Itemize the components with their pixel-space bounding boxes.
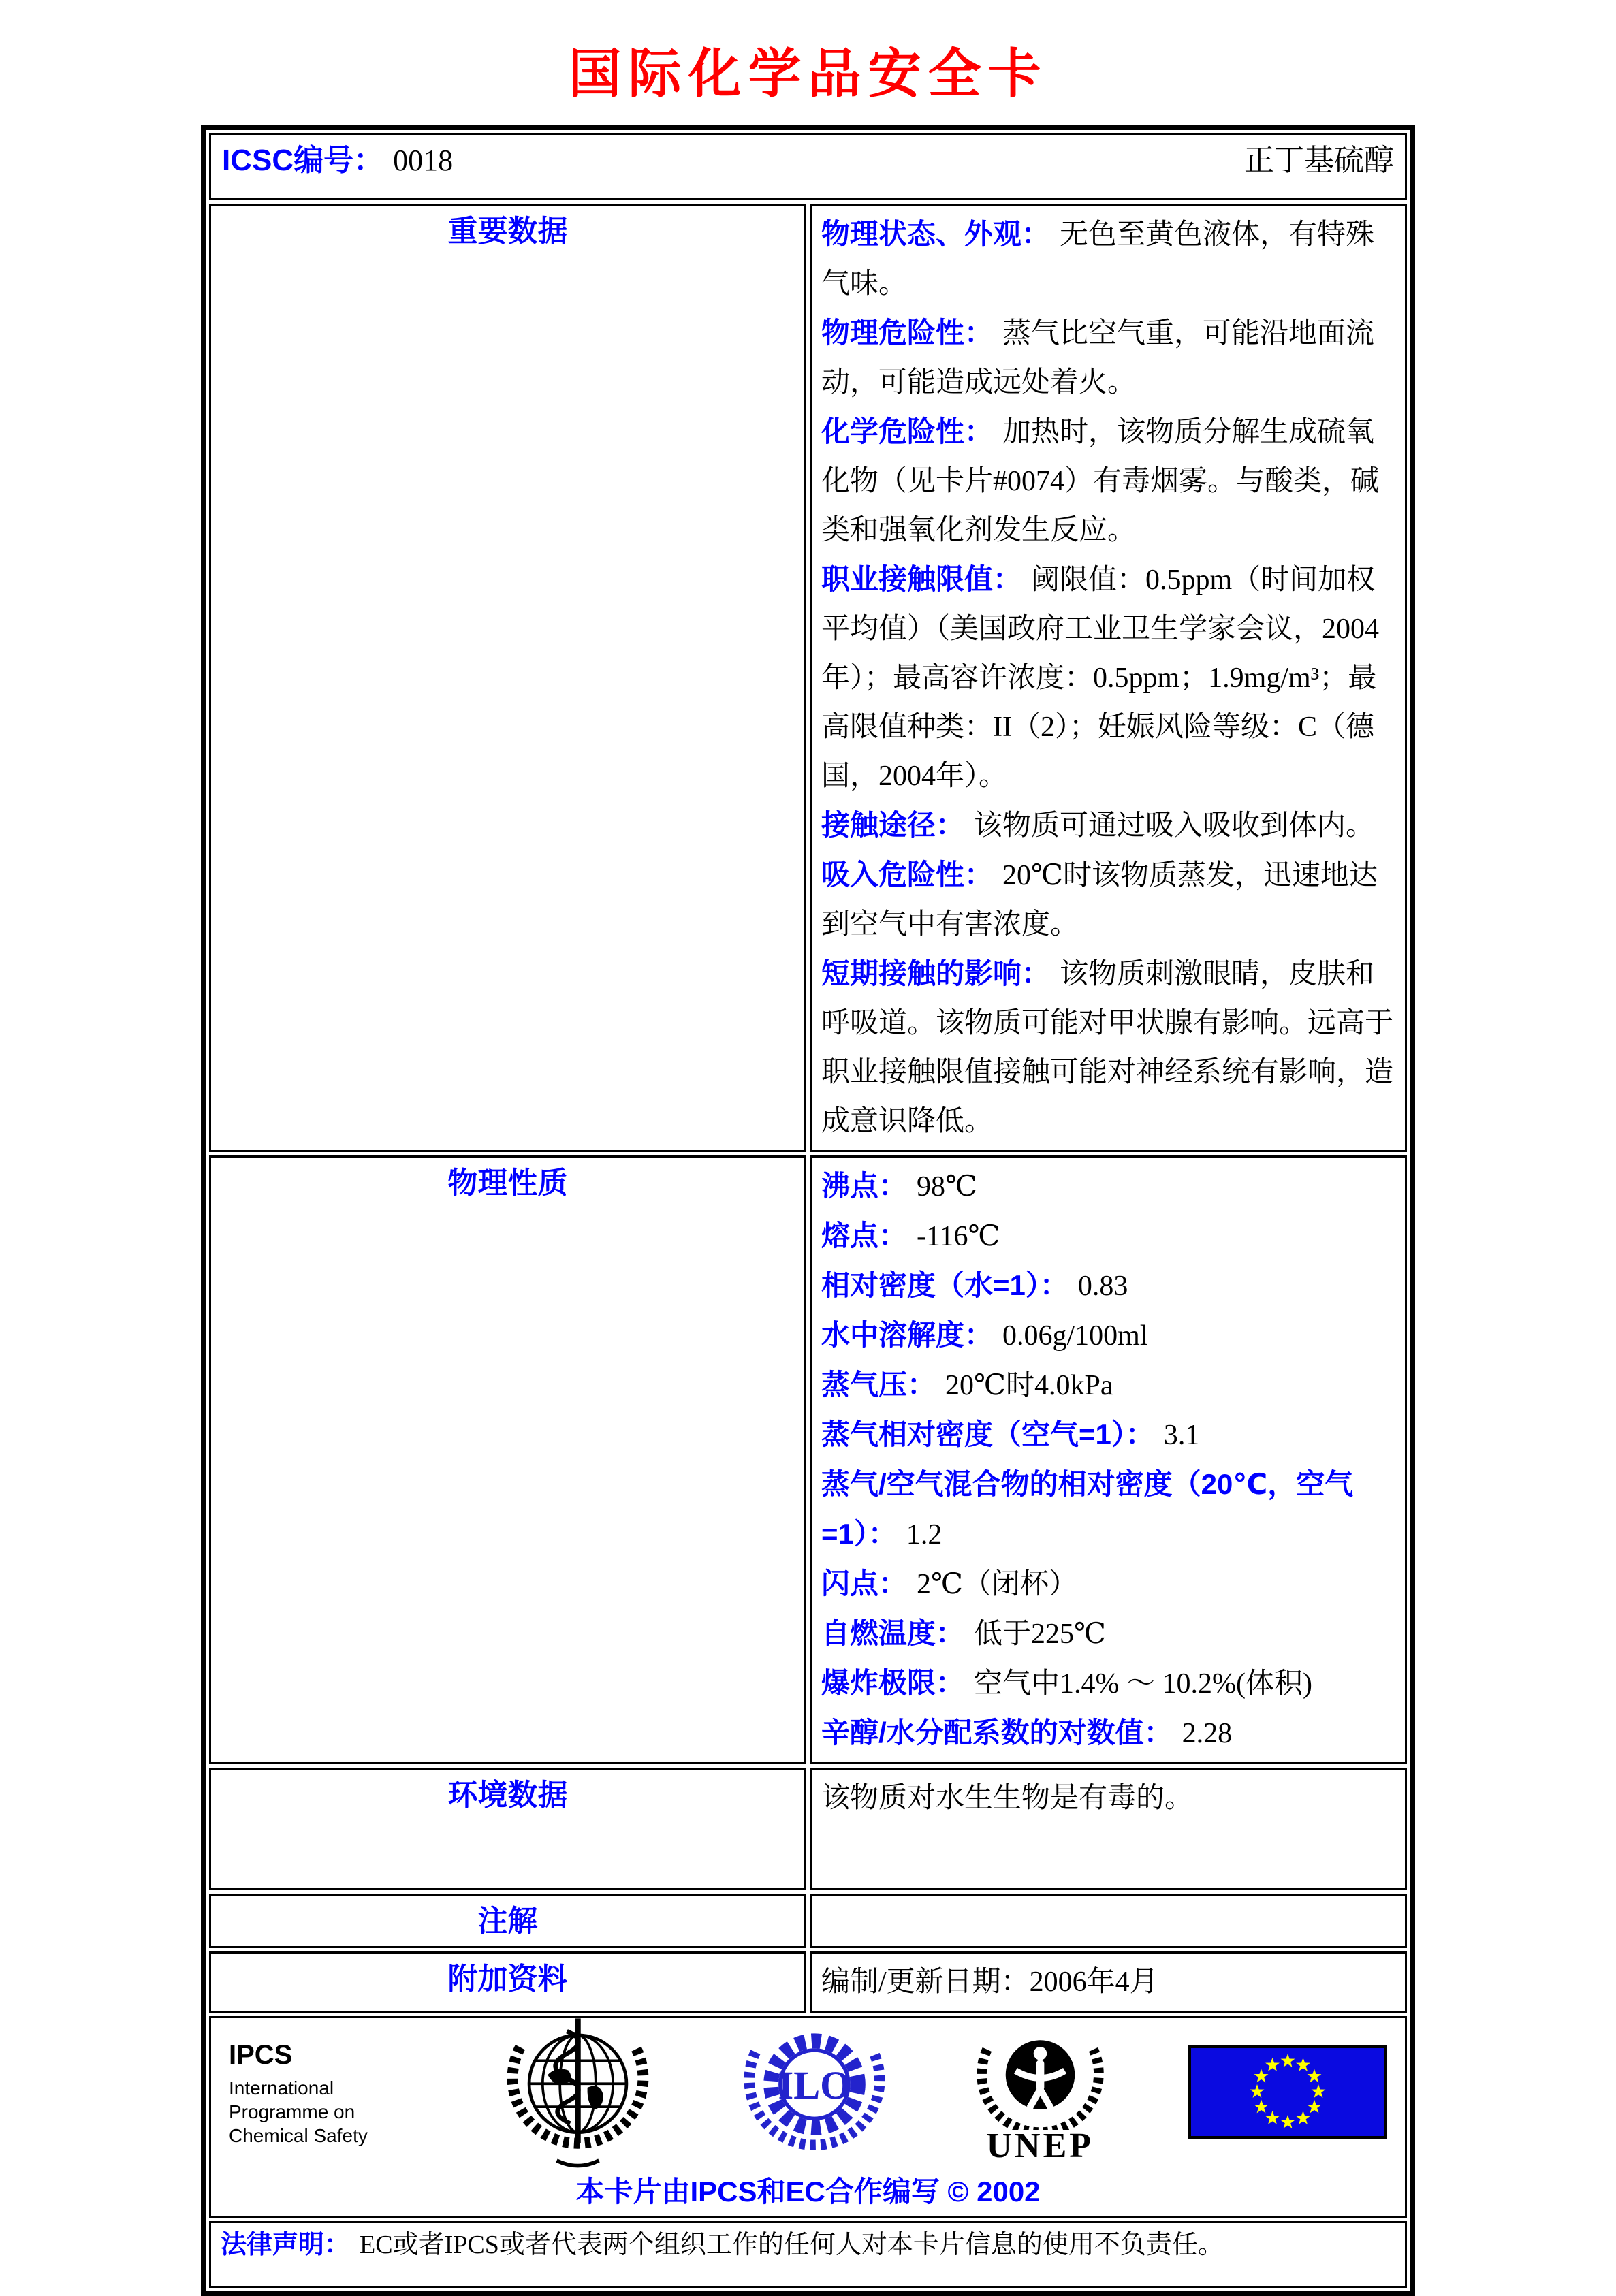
property-line: 沸点： 98℃ <box>821 1170 977 1202</box>
section-content-environmental-data <box>810 1768 1407 1890</box>
ipcs-subtitle-line: Chemical Safety <box>229 2125 368 2146</box>
section-label-environmental-data: 环境数据 <box>209 1768 806 1890</box>
property-line: 蒸气/空气混合物的相对密度（20℃，空气=1）： 1.2 <box>821 1468 1354 1550</box>
unep-label: UNEP <box>986 2126 1094 2165</box>
ilo-logo-icon <box>737 2015 892 2173</box>
section-content-important-data <box>810 204 1407 1152</box>
icsc-number-group <box>222 135 453 179</box>
ipcs-title: IPCS <box>229 2040 293 2070</box>
property-line: 物理状态、外观： 无色至黄色液体，有特殊气味。 <box>821 218 1375 300</box>
property-line: 相对密度（水=1）： 0.83 <box>821 1269 1128 1302</box>
section-label-notes: 注解 <box>209 1894 806 1948</box>
legal-text: EC或者IPCS或者代表两个组织工作的任何人对本卡片信息的使用不负责任。 <box>360 2231 1224 2259</box>
section-content-notes <box>810 1894 1407 1948</box>
property-line: 蒸气压： 20℃时4.0kPa <box>821 1369 1113 1401</box>
property-line: 短期接触的影响： 该物质刺激眼睛，皮肤和呼吸道。该物质可能对甲状腺有影响。远高于职业接触限值接触可能对神经系统有影响，造成意识降低。 <box>821 957 1394 1137</box>
property-line: 熔点： -116℃ <box>821 1219 1000 1252</box>
property-line: 自燃温度： 低于225℃ <box>821 1617 1106 1650</box>
unep-logo-icon <box>970 2022 1110 2166</box>
icsc-number-value: 0018 <box>393 144 454 177</box>
legal-label: 法律声明： <box>221 2231 351 2259</box>
chemical-safety-card-table <box>201 125 1415 2296</box>
section-label-important-data: 重要数据 <box>209 204 806 1152</box>
section-label-additional-info: 附加资料 <box>209 1951 806 2013</box>
property-line: 闪点： 2℃（闭杯） <box>821 1567 1077 1600</box>
property-line: 接触途径： 该物质可通过吸入吸收到体内。 <box>821 809 1375 842</box>
svg-text:ILO: ILO <box>777 2062 851 2107</box>
property-line: 编制/更新日期：2006年4月 <box>821 1966 1158 1998</box>
eu-flag-icon <box>1188 2045 1387 2142</box>
ipcs-subtitle-line: International <box>229 2077 334 2099</box>
icsc-number-label: ICSC编号： <box>222 144 384 177</box>
section-label-physical-properties: 物理性质 <box>209 1155 806 1764</box>
legal-statement <box>221 2223 1395 2261</box>
card-header-row <box>209 133 1407 200</box>
page-title: 国际化学品安全卡 <box>568 43 1048 105</box>
property-line: 该物质对水生生物是有毒的。 <box>821 1783 1194 1814</box>
property-line: 化学危险性： 加热时，该物质分解生成硫氧化物（见卡片#0074）有毒烟雾。与酸类，碱类和强氧化剂发生反应。 <box>821 415 1380 546</box>
cooperation-caption: 本卡片由IPCS和EC合作编写 © 2002 <box>575 2175 1041 2207</box>
property-line: 水中溶解度： 0.06g/100ml <box>821 1319 1148 1352</box>
legal-row <box>209 2221 1407 2288</box>
ipcs-text-block <box>229 2040 419 2148</box>
property-line: 物理危险性： 蒸气比空气重，可能沿地面流动，可能造成远处着火。 <box>821 317 1375 398</box>
section-content-additional-info <box>810 1951 1407 2013</box>
property-line: 蒸气相对密度（空气=1）： 3.1 <box>821 1418 1200 1451</box>
logos-row <box>209 2016 1407 2218</box>
property-line: 辛醇/水分配系数的对数值： 2.28 <box>821 1717 1233 1749</box>
chemical-name: 正丁基硫醇 <box>1244 144 1394 177</box>
property-line: 职业接触限值： 阈限值：0.5ppm（时间加权平均值）（美国政府工业卫生学家会议，2004年）；最高容许浓度：0.5ppm；1.9mg/m³；最高限值种类：II（2）；妊娠风险等级：C（德国，2004年）。 <box>821 563 1380 792</box>
section-content-physical-properties <box>810 1155 1407 1764</box>
property-line: 吸入危险性： 20℃时该物质蒸发，迅速地达到空气中有害浓度。 <box>821 859 1378 940</box>
ipcs-subtitle-line: Programme on <box>229 2101 355 2122</box>
property-line: 爆炸极限： 空气中1.4% ～ 10.2%(体积) <box>821 1667 1312 1700</box>
who-logo-icon <box>498 2012 658 2175</box>
